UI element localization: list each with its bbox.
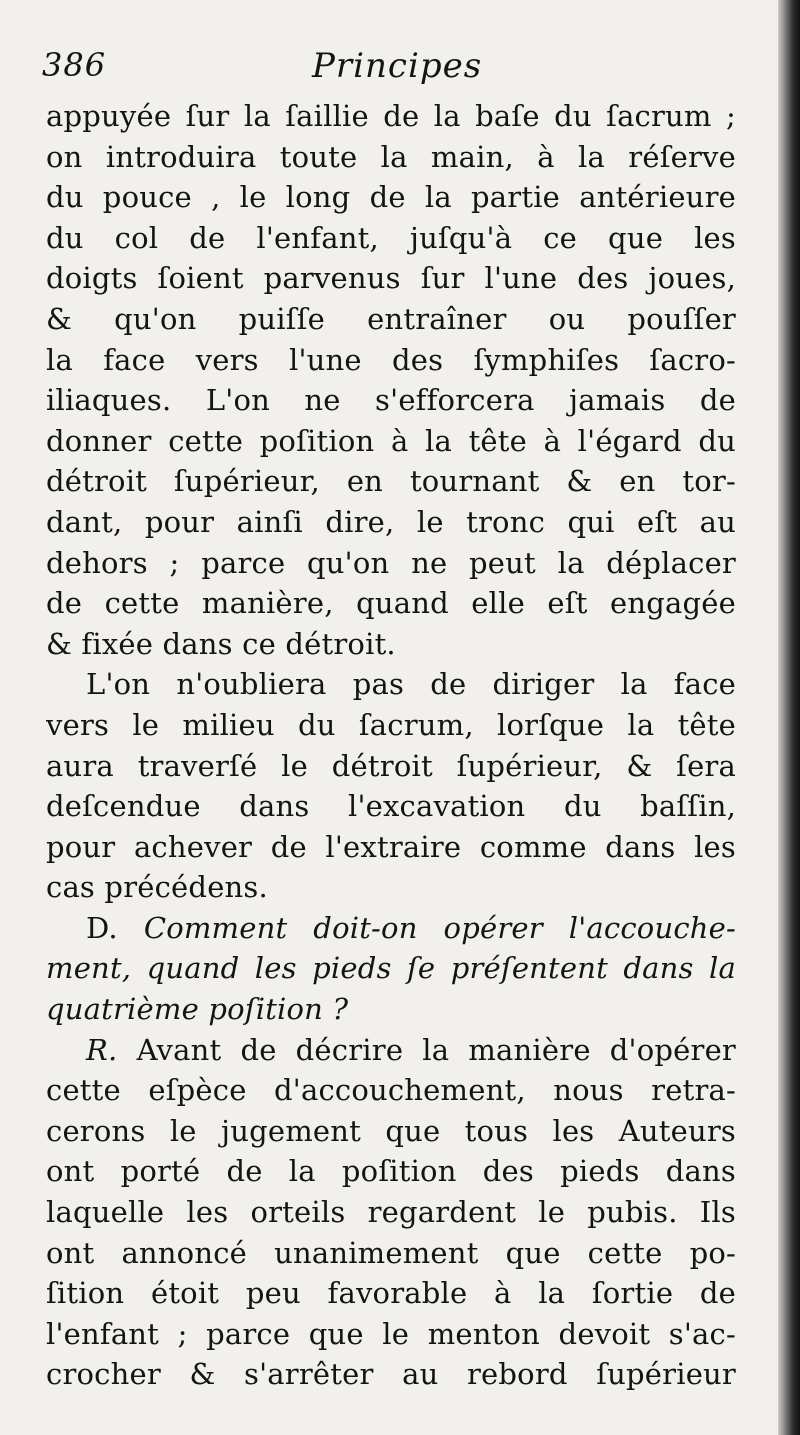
- text-line: aura traverſé le détroit ſupérieur, & ſera: [46, 748, 736, 783]
- question-line: ment, quand les pieds ſe préſentent dans la: [46, 951, 736, 986]
- answer-line: ont porté de la poſition des pieds dans: [46, 1154, 736, 1189]
- text-line: dehors ; parce qu'on ne peut la déplacer: [46, 545, 736, 580]
- text-line: L'on n'oubliera pas de diriger la face: [86, 667, 736, 702]
- text-line: du col de l'enfant, juſqu'à ce que les: [46, 220, 736, 255]
- answer-line: cerons le jugement que tous les Auteurs: [46, 1113, 736, 1148]
- text-line: cas précédens.: [46, 870, 268, 905]
- running-head: Principes: [312, 46, 483, 86]
- text-line: & fixée dans ce détroit.: [46, 626, 396, 661]
- text-line: du pouce , le long de la partie antérieure: [46, 180, 736, 215]
- text-line: doigts ſoient parvenus ſur l'une des joues,: [46, 261, 736, 296]
- text-line: donner cette poſition à la tête à l'égard du: [46, 423, 736, 458]
- text-line: on introduira toute la main, à la réſerve: [46, 139, 736, 174]
- answer-line: crocher & s'arrêter au rebord ſupérieur: [46, 1357, 736, 1392]
- text-line: pour achever de l'extraire comme dans les: [46, 829, 736, 864]
- question-text: Comment doit-on opérer l'accouche-: [143, 910, 736, 945]
- answer-line: [46, 1030, 736, 1071]
- answer-line: ſition étoit peu favorable à la ſortie de: [46, 1276, 736, 1311]
- page-number: 386: [42, 46, 107, 84]
- text-line: dant, pour ainſi dire, le tronc qui eſt au: [46, 504, 736, 539]
- question-line: quatrième poſition ?: [46, 992, 349, 1027]
- text-line: détroit ſupérieur, en tournant & en tor-: [46, 464, 736, 499]
- answer-line: cette eſpèce d'accouchement, nous retra-: [46, 1073, 736, 1108]
- answer-text: Avant de décrire la manière d'opérer: [136, 1032, 736, 1067]
- answer-line: l'enfant ; parce que le menton devoit s'ac-: [46, 1316, 736, 1351]
- text-line: & qu'on puiſſe entraîner ou pouſſer: [46, 301, 736, 336]
- answer-line: laquelle les orteils regardent le pubis. Ils: [46, 1195, 736, 1230]
- body-text: [46, 96, 736, 1395]
- answer-speaker: R.: [86, 1032, 118, 1067]
- text-line: deſcendue dans l'excavation du baſſin,: [46, 789, 736, 824]
- answer-line: ont annoncé unanimement que cette po-: [46, 1235, 736, 1270]
- book-spine-shadow: [778, 0, 800, 1435]
- text-line: iliaques. L'on ne s'efforcera jamais de: [46, 383, 736, 418]
- question-line: [46, 908, 736, 949]
- text-line: la face vers l'une des ſymphiſes ſacro-: [46, 342, 736, 377]
- page-header: [42, 46, 742, 96]
- text-line: appuyée ſur la ſaillie de la baſe du ſacrum ;: [46, 99, 736, 133]
- text-line: de cette manière, quand elle eſt engagée: [46, 586, 736, 621]
- text-line: vers le milieu du ſacrum, lorſque la tête: [46, 707, 736, 742]
- question-speaker: D.: [86, 910, 118, 945]
